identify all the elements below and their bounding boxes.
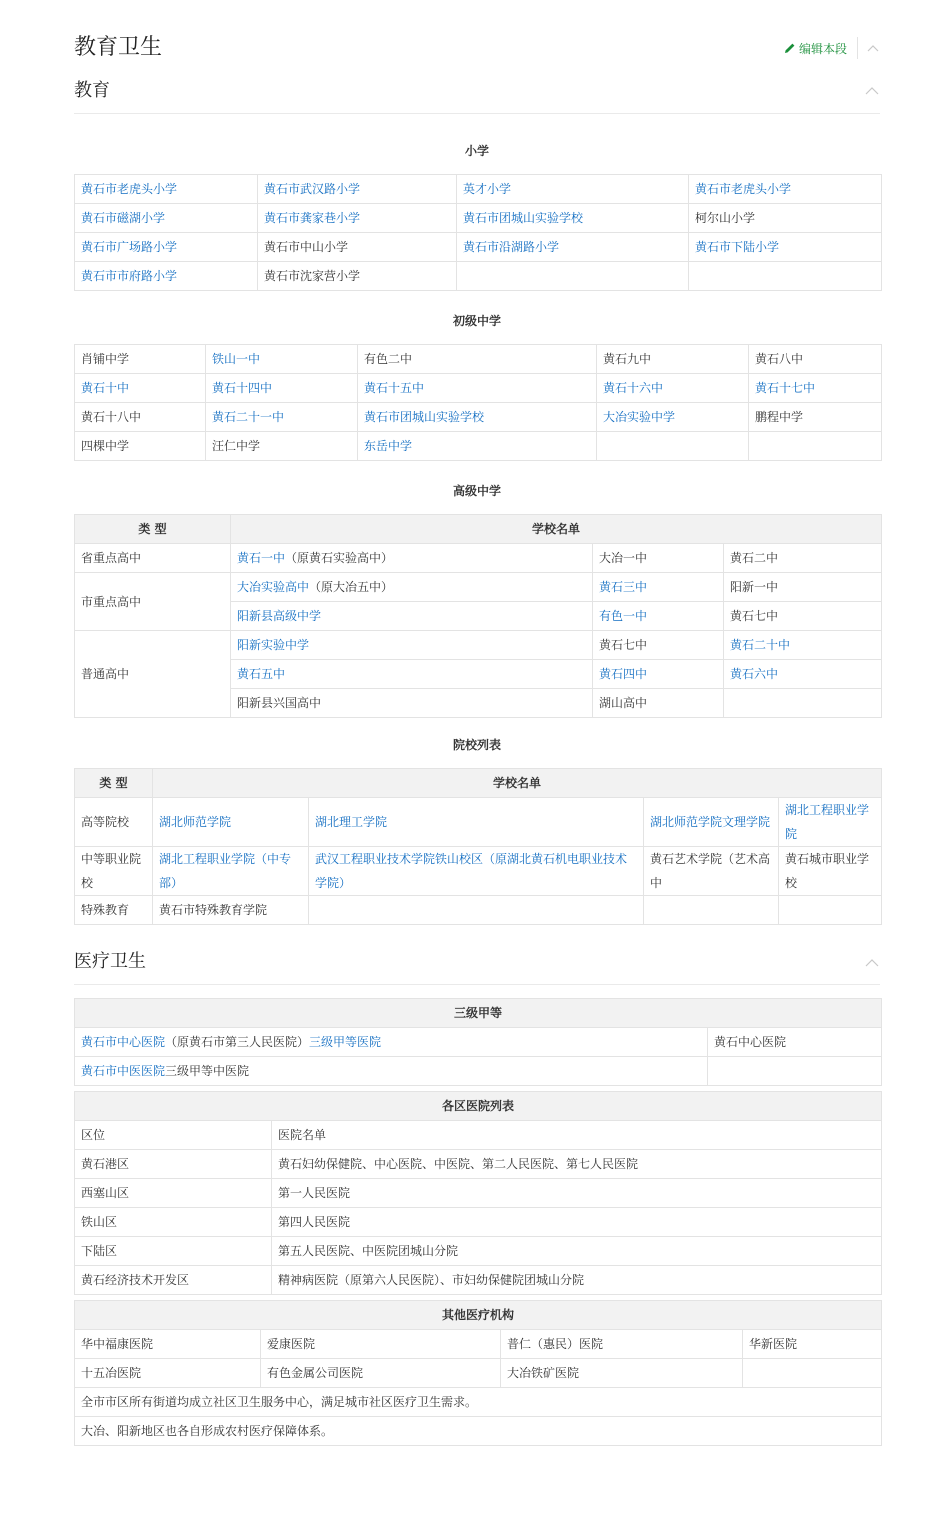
college-caption: 院校列表 [452, 738, 501, 752]
tier3-hospital-table [74, 998, 882, 1086]
tier3-caption: 三级甲等 [75, 999, 882, 1028]
school-cell [258, 204, 457, 233]
table-row [75, 1121, 882, 1150]
college-type-cell: 特殊教育 [75, 896, 153, 925]
hospital-cell: 爱康医院 [261, 1330, 501, 1359]
school-link[interactable]: 湖北工程职业学院 [785, 803, 870, 841]
school-name-cell [231, 631, 593, 660]
table-row [75, 204, 882, 233]
school-cell: 鹏程中学 [749, 403, 882, 432]
college-cell [153, 798, 309, 847]
school-type-cell: 普通高中 [75, 631, 231, 718]
school-cell [358, 432, 597, 461]
senior-col-names: 学校名单 [231, 515, 882, 544]
table-row [75, 1028, 882, 1057]
hospital-cell: 黄石中心医院 [708, 1028, 882, 1057]
other-medical-table [74, 1300, 882, 1446]
table-row [75, 573, 882, 602]
inline-link[interactable]: 阳新实验中学 [237, 638, 310, 652]
school-cell: 黄石八中 [749, 345, 882, 374]
inline-text: （原大冶五中） [309, 580, 394, 594]
school-cell [75, 262, 258, 291]
school-link[interactable]: 大冶实验中学 [603, 410, 676, 424]
inline-text: 三级甲等中医院 [165, 1064, 250, 1078]
table-row [75, 1388, 882, 1417]
college-cell [153, 847, 309, 896]
hospital-cell: 华新医院 [743, 1330, 882, 1359]
school-cell: 黄石九中 [597, 345, 749, 374]
inline-text: 阳新县兴国高中 [237, 696, 322, 710]
table-row [75, 1057, 882, 1086]
school-link[interactable]: 英才小学 [463, 182, 512, 196]
district-cell: 黄石经济技术开发区 [75, 1266, 272, 1295]
senior-col-type: 类 型 [75, 515, 231, 544]
college-cell [779, 798, 882, 847]
school-cell [597, 374, 749, 403]
school-cell [597, 403, 749, 432]
school-link[interactable]: 黄石三中 [599, 580, 648, 594]
table-row [75, 1237, 882, 1266]
school-cell [457, 233, 689, 262]
pencil-icon [784, 42, 796, 54]
senior-school-table [74, 514, 882, 718]
primary-school-table [74, 174, 882, 291]
hospital-cell: 大冶铁矿医院 [501, 1359, 743, 1388]
table-row [75, 1208, 882, 1237]
school-cell: 柯尔山小学 [689, 204, 882, 233]
school-cell: 黄石十八中 [75, 403, 206, 432]
school-cell: 黄石市沈家营小学 [258, 262, 457, 291]
school-link[interactable]: 铁山一中 [212, 352, 261, 366]
table-row [75, 432, 882, 461]
school-cell [689, 233, 882, 262]
table-row [75, 175, 882, 204]
college-cell: 黄石艺术学院（艺术高中 [644, 847, 779, 896]
school-cell [457, 262, 689, 291]
hospital-cell [708, 1057, 882, 1086]
college-cell [644, 896, 779, 925]
school-cell [75, 374, 206, 403]
note-cell: 全市市区所有街道均成立社区卫生服务中心，满足城市社区医疗卫生需求。 [75, 1388, 882, 1417]
school-cell [689, 262, 882, 291]
hospital-cell: 普仁（惠民）医院 [501, 1330, 743, 1359]
table-row [75, 262, 882, 291]
school-cell: 有色二中 [358, 345, 597, 374]
school-link[interactable]: 黄石市龚家巷小学 [264, 211, 361, 225]
hospital-cell [75, 1057, 708, 1086]
school-link[interactable]: 黄石二十中 [730, 638, 791, 652]
school-link[interactable]: 黄石市老虎头小学 [695, 182, 792, 196]
school-cell [593, 573, 724, 602]
school-cell [749, 374, 882, 403]
table-row [75, 1417, 882, 1446]
edit-section-button[interactable] [784, 37, 858, 59]
school-link[interactable]: 黄石十五中 [364, 381, 425, 395]
inline-link[interactable]: 大冶实验高中 [237, 580, 310, 594]
school-name-cell [231, 544, 593, 573]
district-hospital-table [74, 1091, 882, 1295]
education-collapse-icon[interactable] [864, 83, 880, 99]
education-divider [74, 113, 880, 114]
table-row [75, 896, 882, 925]
school-cell [457, 204, 689, 233]
district-cell: 铁山区 [75, 1208, 272, 1237]
hospital-list-cell: 第一人民医院 [272, 1179, 882, 1208]
school-link[interactable]: 东岳中学 [364, 439, 413, 453]
school-name-cell [231, 660, 593, 689]
others-caption: 其他医疗机构 [75, 1301, 882, 1330]
school-cell [724, 660, 882, 689]
school-link[interactable]: 湖北工程职业学院（中专部） [159, 852, 292, 890]
table-row [75, 374, 882, 403]
school-cell [597, 432, 749, 461]
college-cell: 黄石城市职业学校 [779, 847, 882, 896]
college-cell [309, 798, 644, 847]
table-row [75, 1150, 882, 1179]
school-cell [689, 175, 882, 204]
college-cell [779, 896, 882, 925]
college-cell [309, 896, 644, 925]
college-type-cell: 中等职业院校 [75, 847, 153, 896]
table-row [75, 233, 882, 262]
school-cell: 黄石七中 [724, 602, 882, 631]
hospital-list-cell: 精神病医院（原第六人民医院）、市妇幼保健院团城山分院 [272, 1266, 882, 1295]
school-cell [724, 631, 882, 660]
school-name-cell [231, 573, 593, 602]
hospital-cell [75, 1028, 708, 1057]
college-table [74, 768, 882, 925]
college-col-type: 类 型 [75, 769, 153, 798]
school-link[interactable]: 湖北师范学院文理学院 [650, 815, 771, 829]
senior-caption: 高级中学 [452, 484, 501, 498]
school-link[interactable]: 黄石市市府路小学 [81, 269, 178, 283]
school-link[interactable]: 黄石市老虎头小学 [81, 182, 178, 196]
school-link[interactable]: 有色一中 [599, 609, 648, 623]
school-link[interactable]: 湖北理工学院 [315, 815, 388, 829]
school-cell: 肖铺中学 [75, 345, 206, 374]
school-cell [75, 204, 258, 233]
district-cell: 黄石港区 [75, 1150, 272, 1179]
school-name-cell [231, 602, 593, 631]
school-link[interactable]: 黄石十七中 [755, 381, 816, 395]
college-type-cell: 高等院校 [75, 798, 153, 847]
school-link[interactable]: 黄石市磁湖小学 [81, 211, 166, 225]
hospital-list-cell: 第五人民医院、中医院团城山分院 [272, 1237, 882, 1266]
school-link[interactable]: 黄石十中 [81, 381, 130, 395]
school-cell: 大冶一中 [593, 544, 724, 573]
page-title: 教育卫生 [74, 35, 163, 60]
school-cell [749, 432, 882, 461]
school-cell [593, 602, 724, 631]
college-cell: 黄石市特殊教育学院 [153, 896, 309, 925]
inline-text: （原黄石市第三人民医院） [165, 1035, 310, 1049]
school-cell [593, 660, 724, 689]
school-cell: 湖山高中 [593, 689, 724, 718]
school-link[interactable]: 黄石市团城山实验学校 [463, 211, 584, 225]
school-link[interactable]: 黄石二十一中 [212, 410, 285, 424]
junior-school-table [74, 344, 882, 461]
title-actions [784, 37, 880, 59]
school-cell: 黄石市中山小学 [258, 233, 457, 262]
school-cell: 阳新一中 [724, 573, 882, 602]
college-cell [309, 847, 644, 896]
school-link[interactable]: 黄石市武汉路小学 [264, 182, 361, 196]
school-cell [75, 175, 258, 204]
school-link[interactable]: 黄石市团城山实验学校 [364, 410, 485, 424]
school-cell [258, 175, 457, 204]
table-row [75, 1266, 882, 1295]
medical-divider [74, 984, 880, 985]
hospital-cell: 华中福康医院 [75, 1330, 261, 1359]
school-cell [206, 403, 358, 432]
table-row [75, 1330, 882, 1359]
table-row [75, 798, 882, 847]
table-row [75, 544, 882, 573]
school-cell: 四棵中学 [75, 432, 206, 461]
school-link[interactable]: 黄石六中 [730, 667, 779, 681]
junior-caption: 初级中学 [452, 314, 501, 328]
table-row [75, 345, 882, 374]
table-row [75, 1359, 882, 1388]
district-cell: 下陆区 [75, 1237, 272, 1266]
school-cell: 黄石二中 [724, 544, 882, 573]
school-cell [206, 374, 358, 403]
hospital-list-cell: 医院名单 [272, 1121, 882, 1150]
inline-link[interactable]: 黄石一中 [237, 551, 286, 565]
school-cell: 汪仁中学 [206, 432, 358, 461]
hospital-list-cell: 黄石妇幼保健院、中心医院、中医院、第二人民医院、第七人民医院 [272, 1150, 882, 1179]
school-link[interactable]: 黄石十六中 [603, 381, 664, 395]
districts-caption: 各区医院列表 [75, 1092, 882, 1121]
school-cell [206, 345, 358, 374]
medical-collapse-icon[interactable] [864, 955, 880, 971]
school-type-cell: 省重点高中 [75, 544, 231, 573]
hospital-cell [743, 1359, 882, 1388]
table-row [75, 403, 882, 432]
school-name-cell [231, 689, 593, 718]
education-heading: 教育 [74, 80, 110, 101]
primary-caption: 小学 [464, 144, 489, 158]
hospital-cell: 十五冶医院 [75, 1359, 261, 1388]
edit-section-label: 编辑本段 [798, 41, 847, 56]
school-cell [75, 233, 258, 262]
school-link[interactable]: 武汉工程职业技术学院铁山校区（原湖北黄石机电职业技术学院） [315, 852, 628, 890]
school-link[interactable]: 黄石市下陆小学 [695, 240, 780, 254]
inline-link[interactable]: 黄石市中心医院 [81, 1035, 166, 1049]
medical-heading: 医疗卫生 [74, 951, 146, 972]
school-cell [358, 403, 597, 432]
hospital-cell: 有色金属公司医院 [261, 1359, 501, 1388]
hospital-list-cell: 第四人民医院 [272, 1208, 882, 1237]
inline-link[interactable]: 阳新县高级中学 [237, 609, 322, 623]
college-cell [644, 798, 779, 847]
collapse-chevron-icon[interactable] [866, 41, 880, 55]
school-link[interactable]: 黄石市沿湖路小学 [463, 240, 560, 254]
note-cell: 大冶、阳新地区也各自形成农村医疗保障体系。 [75, 1417, 882, 1446]
school-link[interactable]: 黄石市广场路小学 [81, 240, 178, 254]
school-link[interactable]: 黄石十四中 [212, 381, 273, 395]
school-cell [358, 374, 597, 403]
school-cell [457, 175, 689, 204]
district-cell: 西塞山区 [75, 1179, 272, 1208]
inline-link[interactable]: 黄石市中医医院 [81, 1064, 166, 1078]
college-col-names: 学校名单 [153, 769, 882, 798]
table-row [75, 1179, 882, 1208]
table-row [75, 847, 882, 896]
school-cell [724, 689, 882, 718]
school-link[interactable]: 黄石四中 [599, 667, 648, 681]
table-row [75, 631, 882, 660]
inline-link[interactable]: 三级甲等医院 [309, 1035, 382, 1049]
school-cell: 黄石七中 [593, 631, 724, 660]
inline-link[interactable]: 黄石五中 [237, 667, 286, 681]
district-cell: 区位 [75, 1121, 272, 1150]
school-link[interactable]: 湖北师范学院 [159, 815, 232, 829]
inline-text: （原黄石实验高中） [285, 551, 394, 565]
school-type-cell: 市重点高中 [75, 573, 231, 631]
